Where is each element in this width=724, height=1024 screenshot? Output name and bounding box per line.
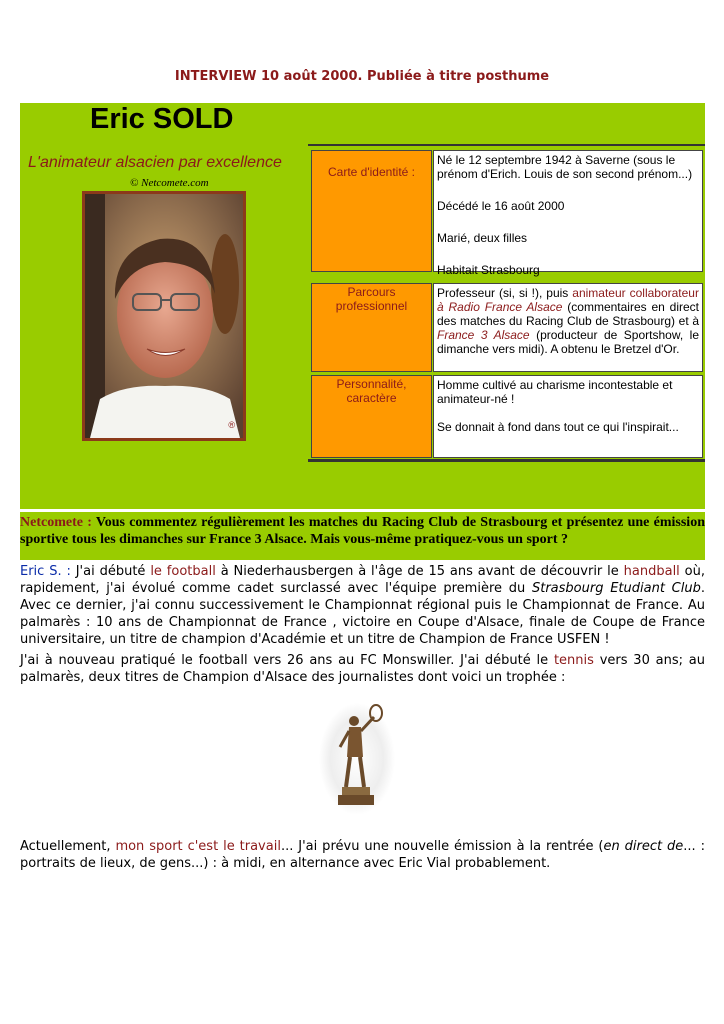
link-tennis[interactable]: tennis: [553, 653, 594, 668]
career-link-france3-alsace[interactable]: France 3 Alsace: [437, 328, 530, 342]
career-link-radio-france-alsace[interactable]: à Radio France Alsace: [437, 300, 563, 314]
career-text-a: Professeur (si, si !), puis: [437, 286, 573, 300]
label-personality-text: Personnalité, caractère: [336, 377, 407, 405]
page-title: INTERVIEW 10 août 2000. Publiée à titre posthume: [174, 69, 550, 84]
registered-mark: ®: [228, 420, 235, 430]
value-personality: [433, 375, 703, 458]
label-career: [311, 283, 432, 372]
answer-speaker: Eric S. :: [20, 564, 71, 579]
link-football[interactable]: le football: [150, 564, 216, 579]
identity-residence: Habitait Strasbourg: [437, 263, 540, 277]
label-personality: [311, 375, 432, 458]
show-title: en direct de: [603, 839, 684, 854]
portrait-photo: [85, 194, 243, 438]
answer-paragraph-2: J'ai à nouveau pratiqué le football vers 26 ans au FC Monswiller. J'ai débuté le tennis vers 30 ans; au palmarès, deux titres de Champion d'Alsace des journalistes dont voici un trophée :: [20, 653, 705, 685]
person-name: Eric SOLD: [90, 103, 234, 135]
identity-birth: Né le 12 septembre 1942 à Saverne (sous le prénom d'Erich. Louis de son second prénom...): [437, 153, 693, 181]
portrait-frame: [82, 191, 246, 441]
career-link-animateur[interactable]: animateur collaborateur: [572, 286, 699, 300]
answer-paragraph-1: Eric S. : J'ai débuté le football à Niederhausbergen à l'âge de 15 ans avant de découvrir le handball où, rapidement, j'ai évolué comme cadet surclassé avec l'équipe première du Strasbourg Etudiant Club. Avec ce dernier, j'ai connu successivement le Championnat régional puis le Championnat de France. Au palmarès : 10 ans de Championnat de France , victoire en Coupe d'Alsace, finale de Coupe de France universitaire, un titre de champion d'Académie et un titre de Champion de France USFEN !: [20, 564, 705, 647]
personality-line-1: Homme cultivé au charisme incontestable et animateur-né !: [437, 378, 673, 406]
portrait-image: [85, 194, 243, 438]
interview-question: [20, 512, 705, 560]
id-table-bottom-border: [308, 459, 705, 462]
value-identity: [433, 150, 703, 277]
club-name: Strasbourg Etudiant Club: [531, 581, 701, 596]
identity-death: Décédé le 16 août 2000: [437, 199, 565, 213]
link-handball[interactable]: handball: [623, 564, 680, 579]
career-text-d: (producteur de Sportshow, le dimanche vers midi). A obtenu le Bretzel d'Or.: [437, 328, 699, 356]
question-speaker: Netcomete :: [20, 515, 92, 530]
personality-line-2: Se donnait à fond dans tout ce qui l'inspirait...: [437, 420, 679, 434]
answer-paragraph-3: Actuellement, mon sport c'est le travail... J'ai prévu une nouvelle émission à la rentrée (en direct de... : portraits de lieux, de gens...) : à midi, en alternance avec Eric Vial probablement.: [20, 839, 705, 871]
value-career: [433, 283, 703, 372]
career-text-c: (commentaires en direct des matches du Racing Club de Strasbourg) et à: [437, 300, 699, 328]
label-identity-text: Carte d'identité :: [327, 165, 415, 179]
question-text: Vous commentez régulièrement les matches du Racing Club de Strasbourg et présentez une émission sportive tous les dimanches sur France 3 Alsace. Mais vous-même pratiquez-vous un sport ?: [20, 515, 705, 547]
identity-family: Marié, deux filles: [437, 231, 528, 245]
link-mon-sport[interactable]: mon sport c'est le travail: [115, 839, 281, 854]
label-identity: [311, 150, 432, 272]
id-table-top-border: [308, 144, 705, 146]
trophy-image: [316, 699, 398, 819]
person-subtitle: L'animateur alsacien par excellence: [28, 154, 282, 171]
label-career-text: Parcours professionnel: [335, 285, 408, 313]
photo-copyright: © Netcomete.com: [130, 177, 209, 189]
